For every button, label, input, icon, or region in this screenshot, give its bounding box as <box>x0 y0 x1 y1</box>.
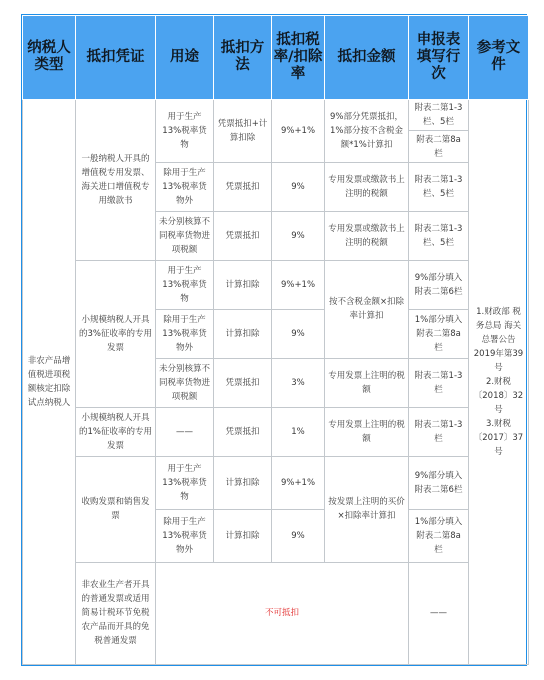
rate-cell: 1% <box>272 407 325 456</box>
use-cell: 除用于生产13%税率货物外 <box>156 509 214 562</box>
rate-cell: 9% <box>272 211 325 260</box>
rate-cell: 9%+1% <box>272 456 325 509</box>
amount-cell: 专用发票上注明的税额 <box>325 358 409 407</box>
use-cell: 用于生产13%税率货物 <box>156 260 214 309</box>
table-row <box>23 562 529 664</box>
header-line: 申报表填写行次 <box>409 16 469 100</box>
method-cell: 凭票抵扣 <box>214 162 272 211</box>
taxpayer-type-cell: 非农产品增值税进项税额核定扣除试点纳税人 <box>23 99 76 664</box>
amount-cell: 按不含税金额×扣除率计算扣 <box>325 260 409 358</box>
line-cell: 附表二第1-3栏、5栏 <box>409 162 469 211</box>
use-cell: 除用于生产13%税率货物外 <box>156 162 214 211</box>
use-cell: 未分别核算不同税率货物进项税额 <box>156 358 214 407</box>
line-cell: 附表二第8a栏 <box>409 131 469 163</box>
line-cell: 附表二第1-3栏 <box>409 407 469 456</box>
table-row <box>23 407 529 456</box>
amount-cell: 按发票上注明的买价×扣除率计算扣 <box>325 456 409 562</box>
reference-cell <box>469 99 529 664</box>
line-cell: —— <box>409 562 469 664</box>
header-row <box>23 16 529 100</box>
voucher-cell: 收购发票和销售发票 <box>76 456 156 562</box>
voucher-cell: 小规模纳税人开具的3%征收率的专用发票 <box>76 260 156 407</box>
header-rate: 抵扣税率/扣除率 <box>272 16 325 100</box>
line-cell: 附表二第1-3栏、5栏 <box>409 99 469 131</box>
line-cell: 9%部分填入附表二第6栏 <box>409 260 469 309</box>
deduction-table-frame <box>21 14 527 666</box>
not-deductible-cell: 不可抵扣 <box>156 562 409 664</box>
header-amount: 抵扣金额 <box>325 16 409 100</box>
line-cell: 1%部分填入附表二第8a栏 <box>409 309 469 358</box>
use-cell: 用于生产13%税率货物 <box>156 456 214 509</box>
input-tax-deduction-table <box>22 15 529 665</box>
table-row <box>23 99 529 131</box>
voucher-cell: 非农业生产者开具的普通发票或适用简易计税环节免税农产品而开具的免税普通发票 <box>76 562 156 664</box>
rate-cell: 9% <box>272 309 325 358</box>
amount-cell: 专用发票上注明的税额 <box>325 407 409 456</box>
amount-cell: 专用发票或缴款书上注明的税额 <box>325 211 409 260</box>
method-cell: 计算扣除 <box>214 260 272 309</box>
rate-cell: 3% <box>272 358 325 407</box>
header-taxpayer-type: 纳税人类型 <box>23 16 76 100</box>
rate-cell: 9%+1% <box>272 260 325 309</box>
voucher-cell: 一般纳税人开具的增值税专用发票、海关进口增值税专用缴款书 <box>76 99 156 260</box>
line-cell: 1%部分填入附表二第8a栏 <box>409 509 469 562</box>
use-cell: —— <box>156 407 214 456</box>
method-cell: 凭票抵扣+计算扣除 <box>214 99 272 162</box>
header-reference: 参考文件 <box>469 16 529 100</box>
method-cell: 凭票抵扣 <box>214 407 272 456</box>
method-cell: 凭票抵扣 <box>214 358 272 407</box>
amount-cell: 9%部分凭票抵扣，1%部分按不含税金额*1%计算扣 <box>325 99 409 162</box>
header-use: 用途 <box>156 16 214 100</box>
rate-cell: 9%+1% <box>272 99 325 162</box>
table-row <box>23 260 529 309</box>
use-cell: 除用于生产13%税率货物外 <box>156 309 214 358</box>
rate-cell: 9% <box>272 162 325 211</box>
reference-text: 1.财政部 税务总局 海关总署公告2019年第39号 2.财税〔2018〕32号 3.财税〔2017〕37号 <box>473 306 524 457</box>
header-method: 抵扣方法 <box>214 16 272 100</box>
line-cell: 附表二第1-3栏 <box>409 358 469 407</box>
method-cell: 计算扣除 <box>214 509 272 562</box>
use-cell: 用于生产13%税率货物 <box>156 99 214 162</box>
amount-cell: 专用发票或缴款书上注明的税额 <box>325 162 409 211</box>
method-cell: 计算扣除 <box>214 456 272 509</box>
line-cell: 附表二第1-3栏、5栏 <box>409 211 469 260</box>
rate-cell: 9% <box>272 509 325 562</box>
method-cell: 计算扣除 <box>214 309 272 358</box>
method-cell: 凭票抵扣 <box>214 211 272 260</box>
line-cell: 9%部分填入附表二第6栏 <box>409 456 469 509</box>
table-row <box>23 456 529 509</box>
header-voucher: 抵扣凭证 <box>76 16 156 100</box>
use-cell: 未分别核算不同税率货物进项税额 <box>156 211 214 260</box>
voucher-cell: 小规模纳税人开具的1%征收率的专用发票 <box>76 407 156 456</box>
